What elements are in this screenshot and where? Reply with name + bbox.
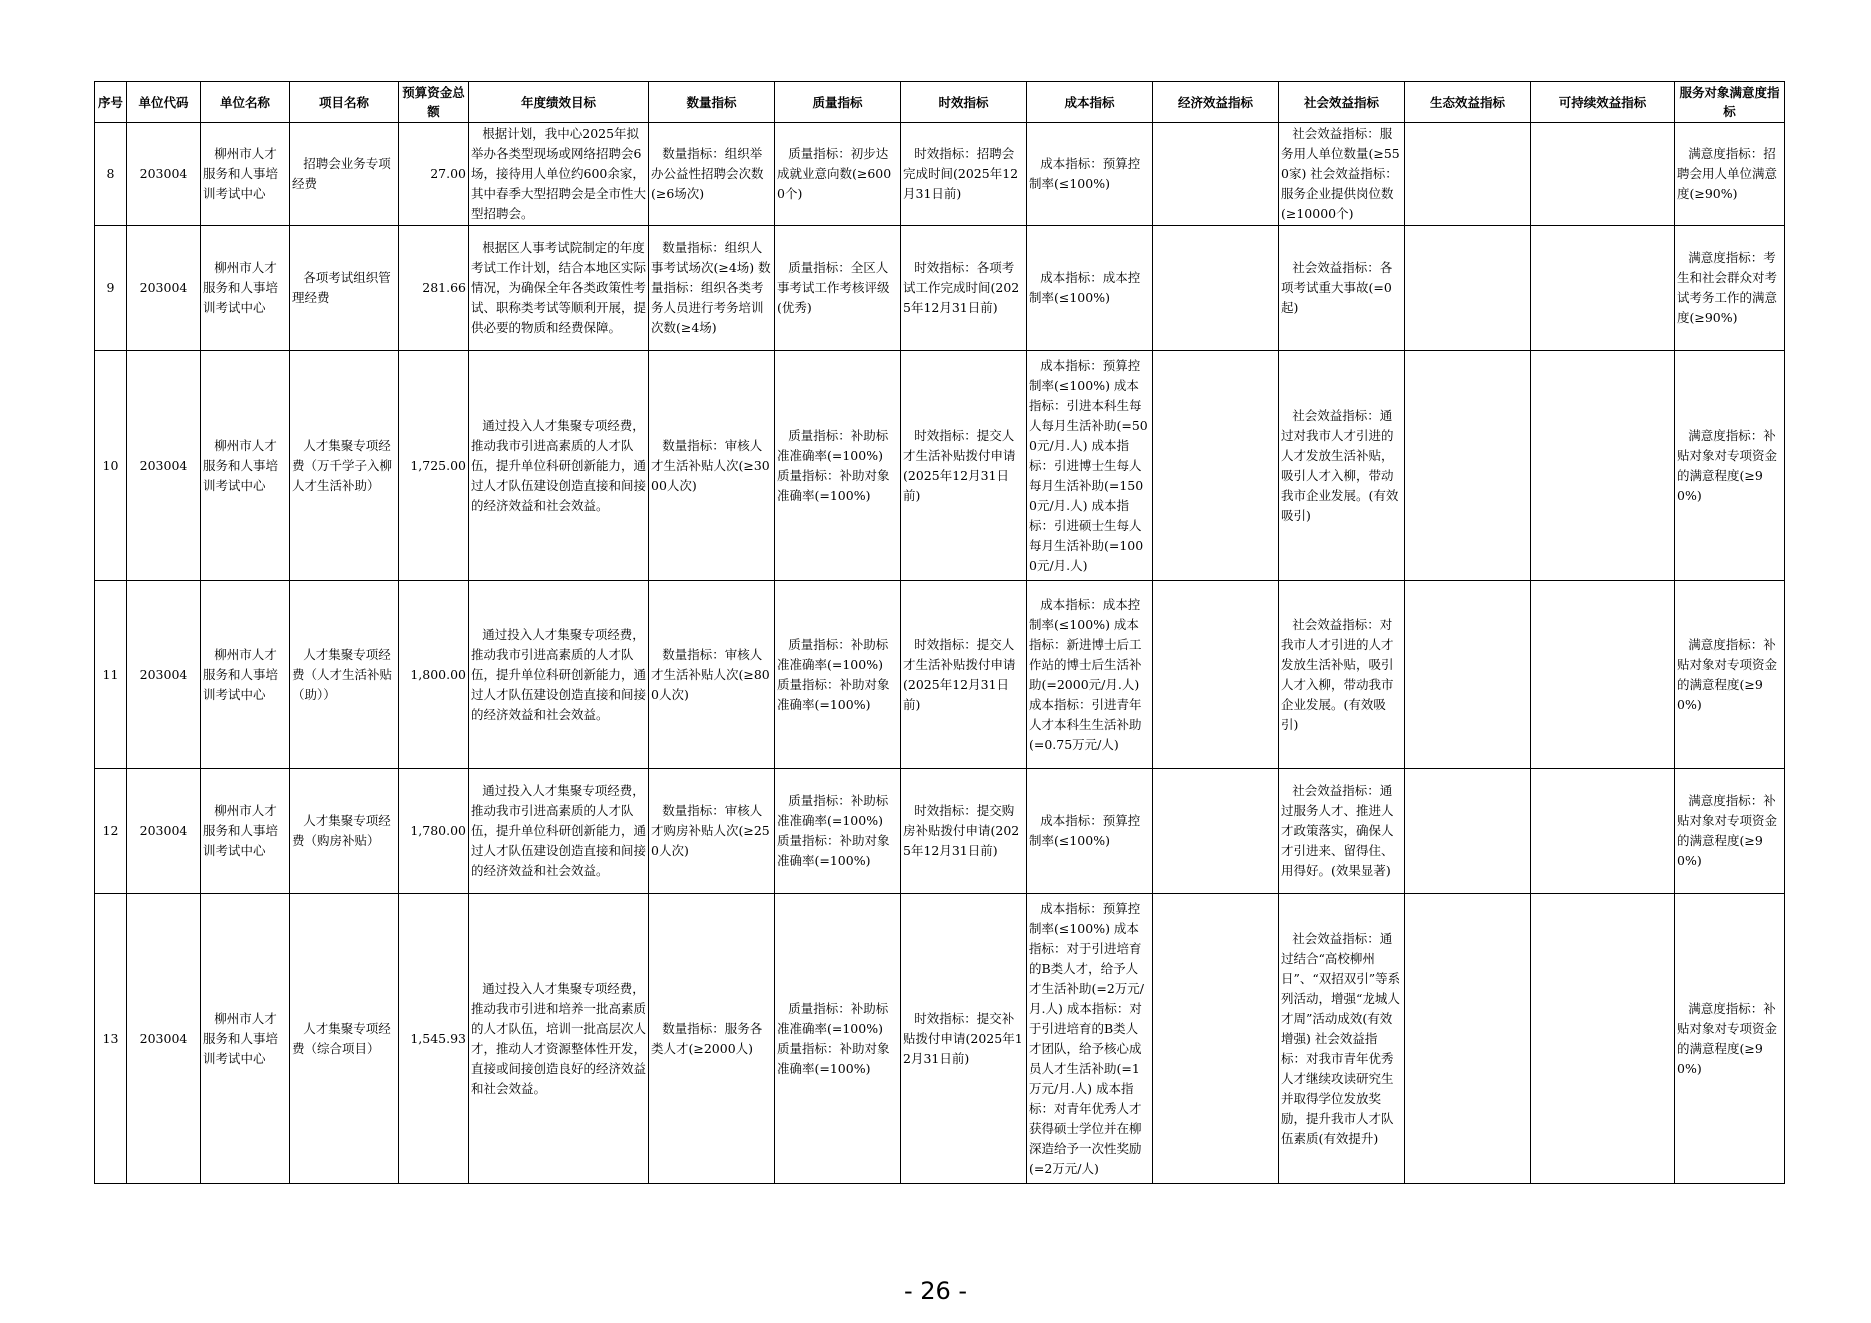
cell-quantity: 数量指标：审核人才购房补贴人次(≥250人次): [649, 769, 775, 894]
cell-annual-goal: 根据区人事考试院制定的年度考试工作计划，结合本地区实际情况，为确保全年各类政策性考试、职称类考试等顺利开展，提供必要的物质和经费保障。: [469, 226, 649, 351]
cell-unit-name: 柳州市人才服务和人事培训考试中心: [201, 894, 290, 1184]
cell-economic: [1153, 351, 1279, 581]
cell-project-name: 人才集聚专项经费（购房补贴）: [290, 769, 399, 894]
cell-economic: [1153, 769, 1279, 894]
cell-unit-code: 203004: [127, 226, 201, 351]
cell-timeliness: 时效指标：提交补贴拨付申请(2025年12月31日前): [901, 894, 1027, 1184]
cell-timeliness: 时效指标：各项考试工作完成时间(2025年12月31日前): [901, 226, 1027, 351]
cell-no: 13: [95, 894, 127, 1184]
table-row: [95, 123, 1785, 226]
cell-annual-goal: 通过投入人才集聚专项经费，推动我市引进和培养一批高素质的人才队伍，培训一批高层次人才，推动人才资源整体性开发，直接或间接创造良好的经济效益和社会效益。: [469, 894, 649, 1184]
cell-annual-goal: 通过投入人才集聚专项经费，推动我市引进高素质的人才队伍，提升单位科研创新能力，通过人才队伍建设创造直接和间接的经济效益和社会效益。: [469, 769, 649, 894]
cell-economic: [1153, 581, 1279, 769]
header-quality: 质量指标: [775, 82, 901, 123]
cell-cost: 成本指标：预算控制率(≤100%): [1027, 769, 1153, 894]
cell-ecological: [1405, 769, 1531, 894]
cell-quality: 质量指标：补助标准准确率(=100%) 质量指标：补助对象准确率(=100%): [775, 894, 901, 1184]
cell-no: 11: [95, 581, 127, 769]
cell-sustainable: [1531, 769, 1675, 894]
cell-sustainable: [1531, 351, 1675, 581]
cell-satisfaction: 满意度指标：考生和社会群众对考试考务工作的满意度(≥90%): [1675, 226, 1785, 351]
cell-sustainable: [1531, 123, 1675, 226]
cell-project-name: 人才集聚专项经费（综合项目）: [290, 894, 399, 1184]
cell-no: 8: [95, 123, 127, 226]
cell-project-name: 招聘会业务专项经费: [290, 123, 399, 226]
table-row: [95, 769, 1785, 894]
cell-satisfaction: 满意度指标：补贴对象对专项资金的满意程度(≥90%): [1675, 769, 1785, 894]
cell-quantity: 数量指标：组织人事考试场次(≥4场) 数量指标：组织各类考务人员进行考务培训次数(≥4场): [649, 226, 775, 351]
cell-unit-code: 203004: [127, 581, 201, 769]
cell-project-name: 各项考试组织管理经费: [290, 226, 399, 351]
cell-cost: 成本指标：成本控制率(≤100%): [1027, 226, 1153, 351]
cell-budget: 1,545.93: [399, 894, 469, 1184]
cell-quality: 质量指标：补助标准准确率(=100%) 质量指标：补助对象准确率(=100%): [775, 769, 901, 894]
cell-economic: [1153, 123, 1279, 226]
header-economic: 经济效益指标: [1153, 82, 1279, 123]
cell-ecological: [1405, 123, 1531, 226]
cell-annual-goal: 通过投入人才集聚专项经费，推动我市引进高素质的人才队伍，提升单位科研创新能力，通过人才队伍建设创造直接和间接的经济效益和社会效益。: [469, 351, 649, 581]
cell-satisfaction: 满意度指标：补贴对象对专项资金的满意程度(≥90%): [1675, 894, 1785, 1184]
cell-project-name: 人才集聚专项经费（万千学子入柳人才生活补助）: [290, 351, 399, 581]
header-unit-code: 单位代码: [127, 82, 201, 123]
cell-quality: 质量指标：补助标准准确率(=100%) 质量指标：补助对象准确率(=100%): [775, 351, 901, 581]
cell-ecological: [1405, 351, 1531, 581]
cell-annual-goal: 根据计划，我中心2025年拟举办各类型现场或网络招聘会6场，接待用人单位约600余家，其中春季大型招聘会是全市性大型招聘会。: [469, 123, 649, 226]
cell-cost: 成本指标：预算控制率(≤100%) 成本指标：对于引进培育的B类人才，给予人才生活补助(=2万元/月.人) 成本指标：对于引进培育的B类人才团队，给予核心成员人才生活补助(=1万元/月.人) 成本指标：对青年优秀人才获得硕士学位并在柳深造给予一次性奖励(=2万元/人): [1027, 894, 1153, 1184]
cell-project-name: 人才集聚专项经费（人才生活补贴（助））: [290, 581, 399, 769]
cell-no: 10: [95, 351, 127, 581]
header-unit-name: 单位名称: [201, 82, 290, 123]
cell-unit-name: 柳州市人才服务和人事培训考试中心: [201, 351, 290, 581]
cell-unit-code: 203004: [127, 351, 201, 581]
cell-annual-goal: 通过投入人才集聚专项经费，推动我市引进高素质的人才队伍，提升单位科研创新能力，通过人才队伍建设创造直接和间接的经济效益和社会效益。: [469, 581, 649, 769]
cell-budget: 1,800.00: [399, 581, 469, 769]
cell-quantity: 数量指标：服务各类人才(≥2000人): [649, 894, 775, 1184]
cell-cost: 成本指标：成本控制率(≤100%) 成本指标：新进博士后工作站的博士后生活补助(=2000元/月.人) 成本指标：引进青年人才本科生生活补助(=0.75万元/人): [1027, 581, 1153, 769]
cell-social: 社会效益指标：通过结合“高校柳州日”、“双招双引”等系列活动，增强“龙城人才周”活动成效(有效增强) 社会效益指标：对我市青年优秀人才继续攻读研究生并取得学位发放奖励，提升我市人才队伍素质(有效提升): [1279, 894, 1405, 1184]
cell-economic: [1153, 226, 1279, 351]
header-project-name: 项目名称: [290, 82, 399, 123]
table-row: [95, 351, 1785, 581]
table-row: [95, 226, 1785, 351]
cell-sustainable: [1531, 894, 1675, 1184]
cell-sustainable: [1531, 226, 1675, 351]
cell-economic: [1153, 894, 1279, 1184]
header-no: 序号: [95, 82, 127, 123]
header-row: [95, 82, 1785, 123]
cell-timeliness: 时效指标：提交人才生活补贴拨付申请(2025年12月31日前): [901, 581, 1027, 769]
cell-timeliness: 时效指标：提交购房补贴拨付申请(2025年12月31日前): [901, 769, 1027, 894]
cell-unit-name: 柳州市人才服务和人事培训考试中心: [201, 123, 290, 226]
cell-budget: 27.00: [399, 123, 469, 226]
cell-timeliness: 时效指标：提交人才生活补贴拨付申请(2025年12月31日前): [901, 351, 1027, 581]
header-social: 社会效益指标: [1279, 82, 1405, 123]
cell-quantity: 数量指标：组织举办公益性招聘会次数(≥6场次): [649, 123, 775, 226]
cell-social: 社会效益指标：各项考试重大事故(=0起): [1279, 226, 1405, 351]
cell-satisfaction: 满意度指标：补贴对象对专项资金的满意程度(≥90%): [1675, 351, 1785, 581]
cell-satisfaction: 满意度指标：招聘会用人单位满意度(≥90%): [1675, 123, 1785, 226]
header-satisfaction: 服务对象满意度指标: [1675, 82, 1785, 123]
cell-social: 社会效益指标：通过服务人才、推进人才政策落实，确保人才引进来、留得住、用得好。(效果显著): [1279, 769, 1405, 894]
cell-quality: 质量指标：初步达成就业意向数(≥6000个): [775, 123, 901, 226]
cell-quantity: 数量指标：审核人才生活补贴人次(≥3000人次): [649, 351, 775, 581]
header-quantity: 数量指标: [649, 82, 775, 123]
cell-ecological: [1405, 894, 1531, 1184]
table-row: [95, 894, 1785, 1184]
cell-cost: 成本指标：预算控制率(≤100%) 成本指标：引进本科生每人每月生活补助(=500元/月.人) 成本指标：引进博士生每人每月生活补助(=1500元/月.人) 成本指标：引进硕士生每人每月生活补助(=1000元/月.人): [1027, 351, 1153, 581]
cell-satisfaction: 满意度指标：补贴对象对专项资金的满意程度(≥90%): [1675, 581, 1785, 769]
cell-quantity: 数量指标：审核人才生活补贴人次(≥800人次): [649, 581, 775, 769]
cell-unit-name: 柳州市人才服务和人事培训考试中心: [201, 226, 290, 351]
cell-unit-code: 203004: [127, 769, 201, 894]
cell-unit-name: 柳州市人才服务和人事培训考试中心: [201, 581, 290, 769]
cell-budget: 1,725.00: [399, 351, 469, 581]
header-annual-goal: 年度绩效目标: [469, 82, 649, 123]
cell-no: 9: [95, 226, 127, 351]
cell-social: 社会效益指标：对我市人才引进的人才发放生活补贴，吸引人才入柳，带动我市企业发展。(有效吸引): [1279, 581, 1405, 769]
cell-ecological: [1405, 226, 1531, 351]
header-cost: 成本指标: [1027, 82, 1153, 123]
cell-budget: 281.66: [399, 226, 469, 351]
table-row: [95, 581, 1785, 769]
cell-unit-code: 203004: [127, 894, 201, 1184]
header-budget: 预算资金总额: [399, 82, 469, 123]
cell-sustainable: [1531, 581, 1675, 769]
cell-unit-name: 柳州市人才服务和人事培训考试中心: [201, 769, 290, 894]
cell-timeliness: 时效指标：招聘会完成时间(2025年12月31日前): [901, 123, 1027, 226]
cell-budget: 1,780.00: [399, 769, 469, 894]
cell-social: 社会效益指标：服务用人单位数量(≥550家) 社会效益指标：服务企业提供岗位数(≥10000个): [1279, 123, 1405, 226]
header-ecological: 生态效益指标: [1405, 82, 1531, 123]
cell-social: 社会效益指标：通过对我市人才引进的人才发放生活补贴，吸引人才入柳，带动我市企业发展。(有效吸引): [1279, 351, 1405, 581]
cell-quality: 质量指标：补助标准准确率(=100%) 质量指标：补助对象准确率(=100%): [775, 581, 901, 769]
cell-cost: 成本指标：预算控制率(≤100%): [1027, 123, 1153, 226]
page-number: - 26 -: [903, 1277, 968, 1305]
cell-unit-code: 203004: [127, 123, 201, 226]
cell-ecological: [1405, 581, 1531, 769]
performance-table: [94, 81, 1785, 1184]
header-sustainable: 可持续效益指标: [1531, 82, 1675, 123]
header-timeliness: 时效指标: [901, 82, 1027, 123]
cell-no: 12: [95, 769, 127, 894]
cell-quality: 质量指标：全区人事考试工作考核评级(优秀): [775, 226, 901, 351]
